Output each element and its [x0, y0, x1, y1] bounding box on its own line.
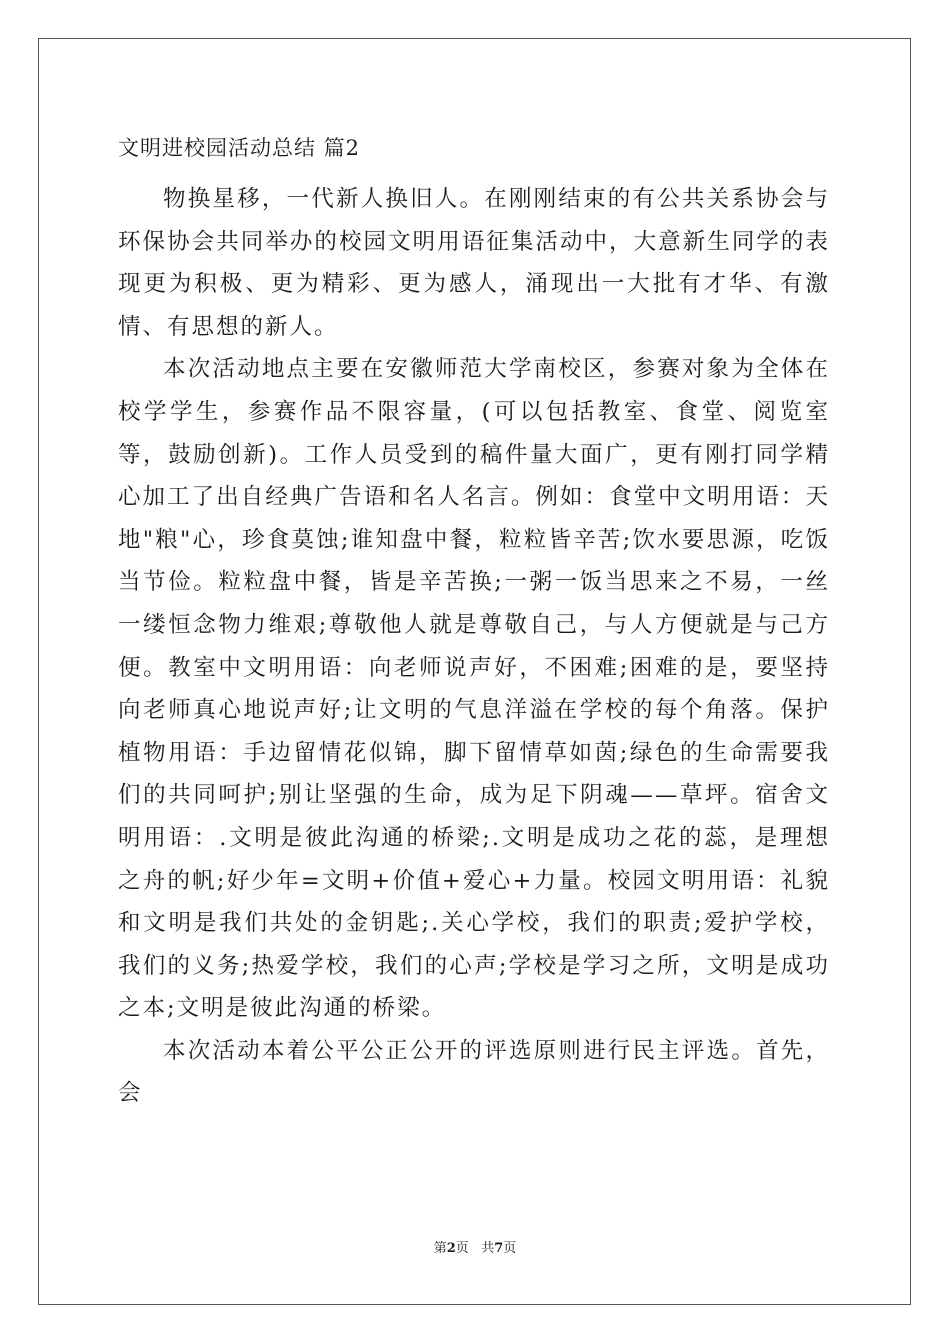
- paragraph-evaluation: 本次活动本着公平公正公开的评选原则进行民主评选。首先，会: [118, 1037, 830, 1107]
- footer-total-prefix: 共: [481, 1241, 495, 1256]
- paragraph-intro: 物换星移，一代新人换旧人。在刚刚结束的有公共关系协会与环保协会共同举办的校园文明用语征集活动中，大意新生同学的表现更为积极、更为精彩、更为感人，涌现出一大批有才华、有激情、有思想的新人。: [118, 186, 830, 340]
- document-body: [118, 178, 830, 1115]
- current-page-number: 2: [446, 1241, 456, 1256]
- footer-total-suffix: 页: [503, 1241, 517, 1256]
- page-footer: [0, 1240, 950, 1258]
- footer-page-suffix: 页: [455, 1241, 469, 1256]
- footer-prefix: 第: [433, 1241, 447, 1256]
- total-page-count: 7: [494, 1241, 504, 1256]
- document-title: 文明进校园活动总结 篇2: [118, 136, 361, 160]
- paragraph-activity-details: 本次活动地点主要在安徽师范大学南校区，参赛对象为全体在校学学生，参赛作品不限容量，(可以包括教室、食堂、阅览室等，鼓励创新)。工作人员受到的稿件量大面广，更有刚打同学精心加工了出自经典广告语和名人名言。例如：食堂中文明用语：天地"粮"心，珍食莫蚀;谁知盘中餐，粒粒皆辛苦;饮水要思源，吃饭当节俭。粒粒盘中餐，皆是辛苦换;一粥一饭当思来之不易，一丝一缕恒念物力维艰;尊敬他人就是尊敬自己，与人方便就是与己方便。教室中文明用语：向老师说声好，不困难;困难的是，要坚持向老师真心地说声好;让文明的气息洋溢在学校的每个角落。保护植物用语：手边留情花似锦，脚下留情草如茵;绿色的生命需要我们的共同呵护;别让坚强的生命，成为足下阴魂——草坪。宿舍文明用语：.文明是彼此沟通的桥梁;.文明是成功之花的蕊，是理想之舟的帆;好少年=文明+价值+爱心+力量。校园文明用语：礼貌和文明是我们共处的金钥匙;.关心学校，我们的职责;爱护学校，我们的义务;热爱学校，我们的心声;学校是学习之所，文明是成功之本;文明是彼此沟通的桥梁。: [118, 356, 830, 1022]
